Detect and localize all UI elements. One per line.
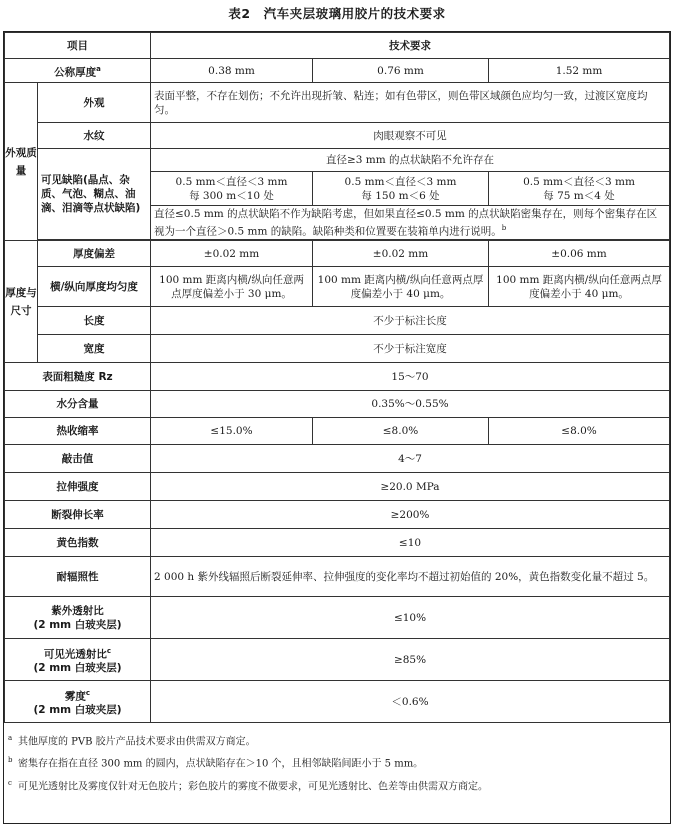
appearance-group-label: 外观质量 [5,83,38,241]
thickness-dev-1: ±0.02 mm [151,241,313,267]
shrinkage-3: ≤8.0% [489,418,670,445]
pummel-label: 敲击值 [5,445,151,473]
yellow-label: 黄色指数 [5,529,151,557]
uniformity-3: 100 mm 距离内横/纵向任意两点厚度偏差小于 40 μm。 [489,267,670,307]
width-text: 不少于标注宽度 [151,335,670,363]
roughness-text: 15～70 [151,363,670,391]
ripple-text: 肉眼观察不可见 [151,123,670,149]
uniformity-1: 100 mm 距离内横/纵向任意两点厚度偏差小于 30 μm。 [151,267,313,307]
footnotes [4,729,669,796]
uniformity-label: 横/纵向厚度均匀度 [38,267,151,307]
roughness-label: 表面粗糙度 Rz [5,363,151,391]
defects-line1: 直径≥3 mm 的点状缺陷不允许存在 [151,149,670,172]
pummel-text: 4～7 [151,445,670,473]
table-title: 表2 汽车夹层玻璃用胶片的技术要求 [228,6,446,21]
footnote-a: a 其他厚度的 PVB 胶片产品技术要求由供需双方商定。 [8,734,256,748]
weathering-label: 耐辐照性 [5,557,151,597]
haze-label: 雾度$^c$ (2 mm 白玻夹层) [5,681,151,723]
nominal-thickness-2: 0.76 mm [313,59,489,83]
nominal-thickness-1: 0.38 mm [151,59,313,83]
yellow-text: ≤10 [151,529,670,557]
footnote-c: c 可见光透射比及雾度仅针对无色胶片；彩色胶片的雾度不做要求，可见光透射比、色差等由供需双方商定。 [8,778,488,792]
spec-table-frame [3,31,671,824]
defects-note: 直径≤0.5 mm 的点状缺陷不作为缺陷考虑，但如果直径≤0.5 mm 的点状缺陷密集存在，则每个密集存在区视为一个直径＞0.5 mm 的缺陷。缺陷种类和位置要在装箱单内进行说明。$^b$ [151,206,670,240]
nominal-thickness-label: 公称厚度$^a$ [5,59,151,83]
visible-label: 可见光透射比$^c$ (2 mm 白玻夹层) [5,639,151,681]
shrinkage-label: 热收缩率 [5,418,151,445]
appearance-label: 外观 [38,83,151,123]
weathering-text: 2 000 h 紫外线辐照后断裂延伸率、拉伸强度的变化率均不超过初始值的 20%，黄色指数变化量不超过 5。 [151,557,670,597]
width-label: 宽度 [38,335,151,363]
uv-label: 紫外透射比 (2 mm 白玻夹层) [5,597,151,639]
defects-col-1: 0.5 mm＜直径＜3 mm 每 300 m＜10 处 [151,172,313,206]
uniformity-2: 100 mm 距离内横/纵向任意两点厚度偏差小于 40 μm。 [313,267,489,307]
uv-text: ≤10% [151,597,670,639]
header-requirement: 技术要求 [151,33,670,59]
length-label: 长度 [38,307,151,335]
shrinkage-2: ≤8.0% [313,418,489,445]
moisture-label: 水分含量 [5,391,151,418]
shrinkage-1: ≤15.0% [151,418,313,445]
header-item: 项目 [5,33,151,59]
haze-text: ＜0.6% [151,681,670,723]
moisture-text: 0.35%～0.55% [151,391,670,418]
tensile-text: ≥20.0 MPa [151,473,670,501]
footnote-b: b 密集存在指在直径 300 mm 的圆内，点状缺陷存在＞10 个，且相邻缺陷间距小于 5 mm。 [8,756,424,770]
visible-text: ≥85% [151,639,670,681]
ripple-label: 水纹 [38,123,151,149]
elongation-label: 断裂伸长率 [5,501,151,529]
length-text: 不少于标注长度 [151,307,670,335]
spec-table [4,32,670,723]
nominal-thickness-3: 1.52 mm [489,59,670,83]
appearance-text: 表面平整，不存在划伤；不允许出现折皱、粘连；如有色带区，则色带区域颜色应均匀一致，过渡区宽度均匀。 [151,83,670,123]
elongation-text: ≥200% [151,501,670,529]
defects-label: 可见缺陷(晶点、杂质、气泡、糊点、油滴、泪滴等点状缺陷) [38,149,151,240]
thickness-dev-2: ±0.02 mm [313,241,489,267]
thickness-dev-label: 厚度偏差 [38,241,151,267]
thickness-dev-3: ±0.06 mm [489,241,670,267]
thickness-group-label: 厚度与尺寸 [5,241,38,363]
tensile-label: 拉伸强度 [5,473,151,501]
defects-col-3: 0.5 mm＜直径＜3 mm 每 75 m＜4 处 [489,172,670,206]
defects-col-2: 0.5 mm＜直径＜3 mm 每 150 m＜6 处 [313,172,489,206]
